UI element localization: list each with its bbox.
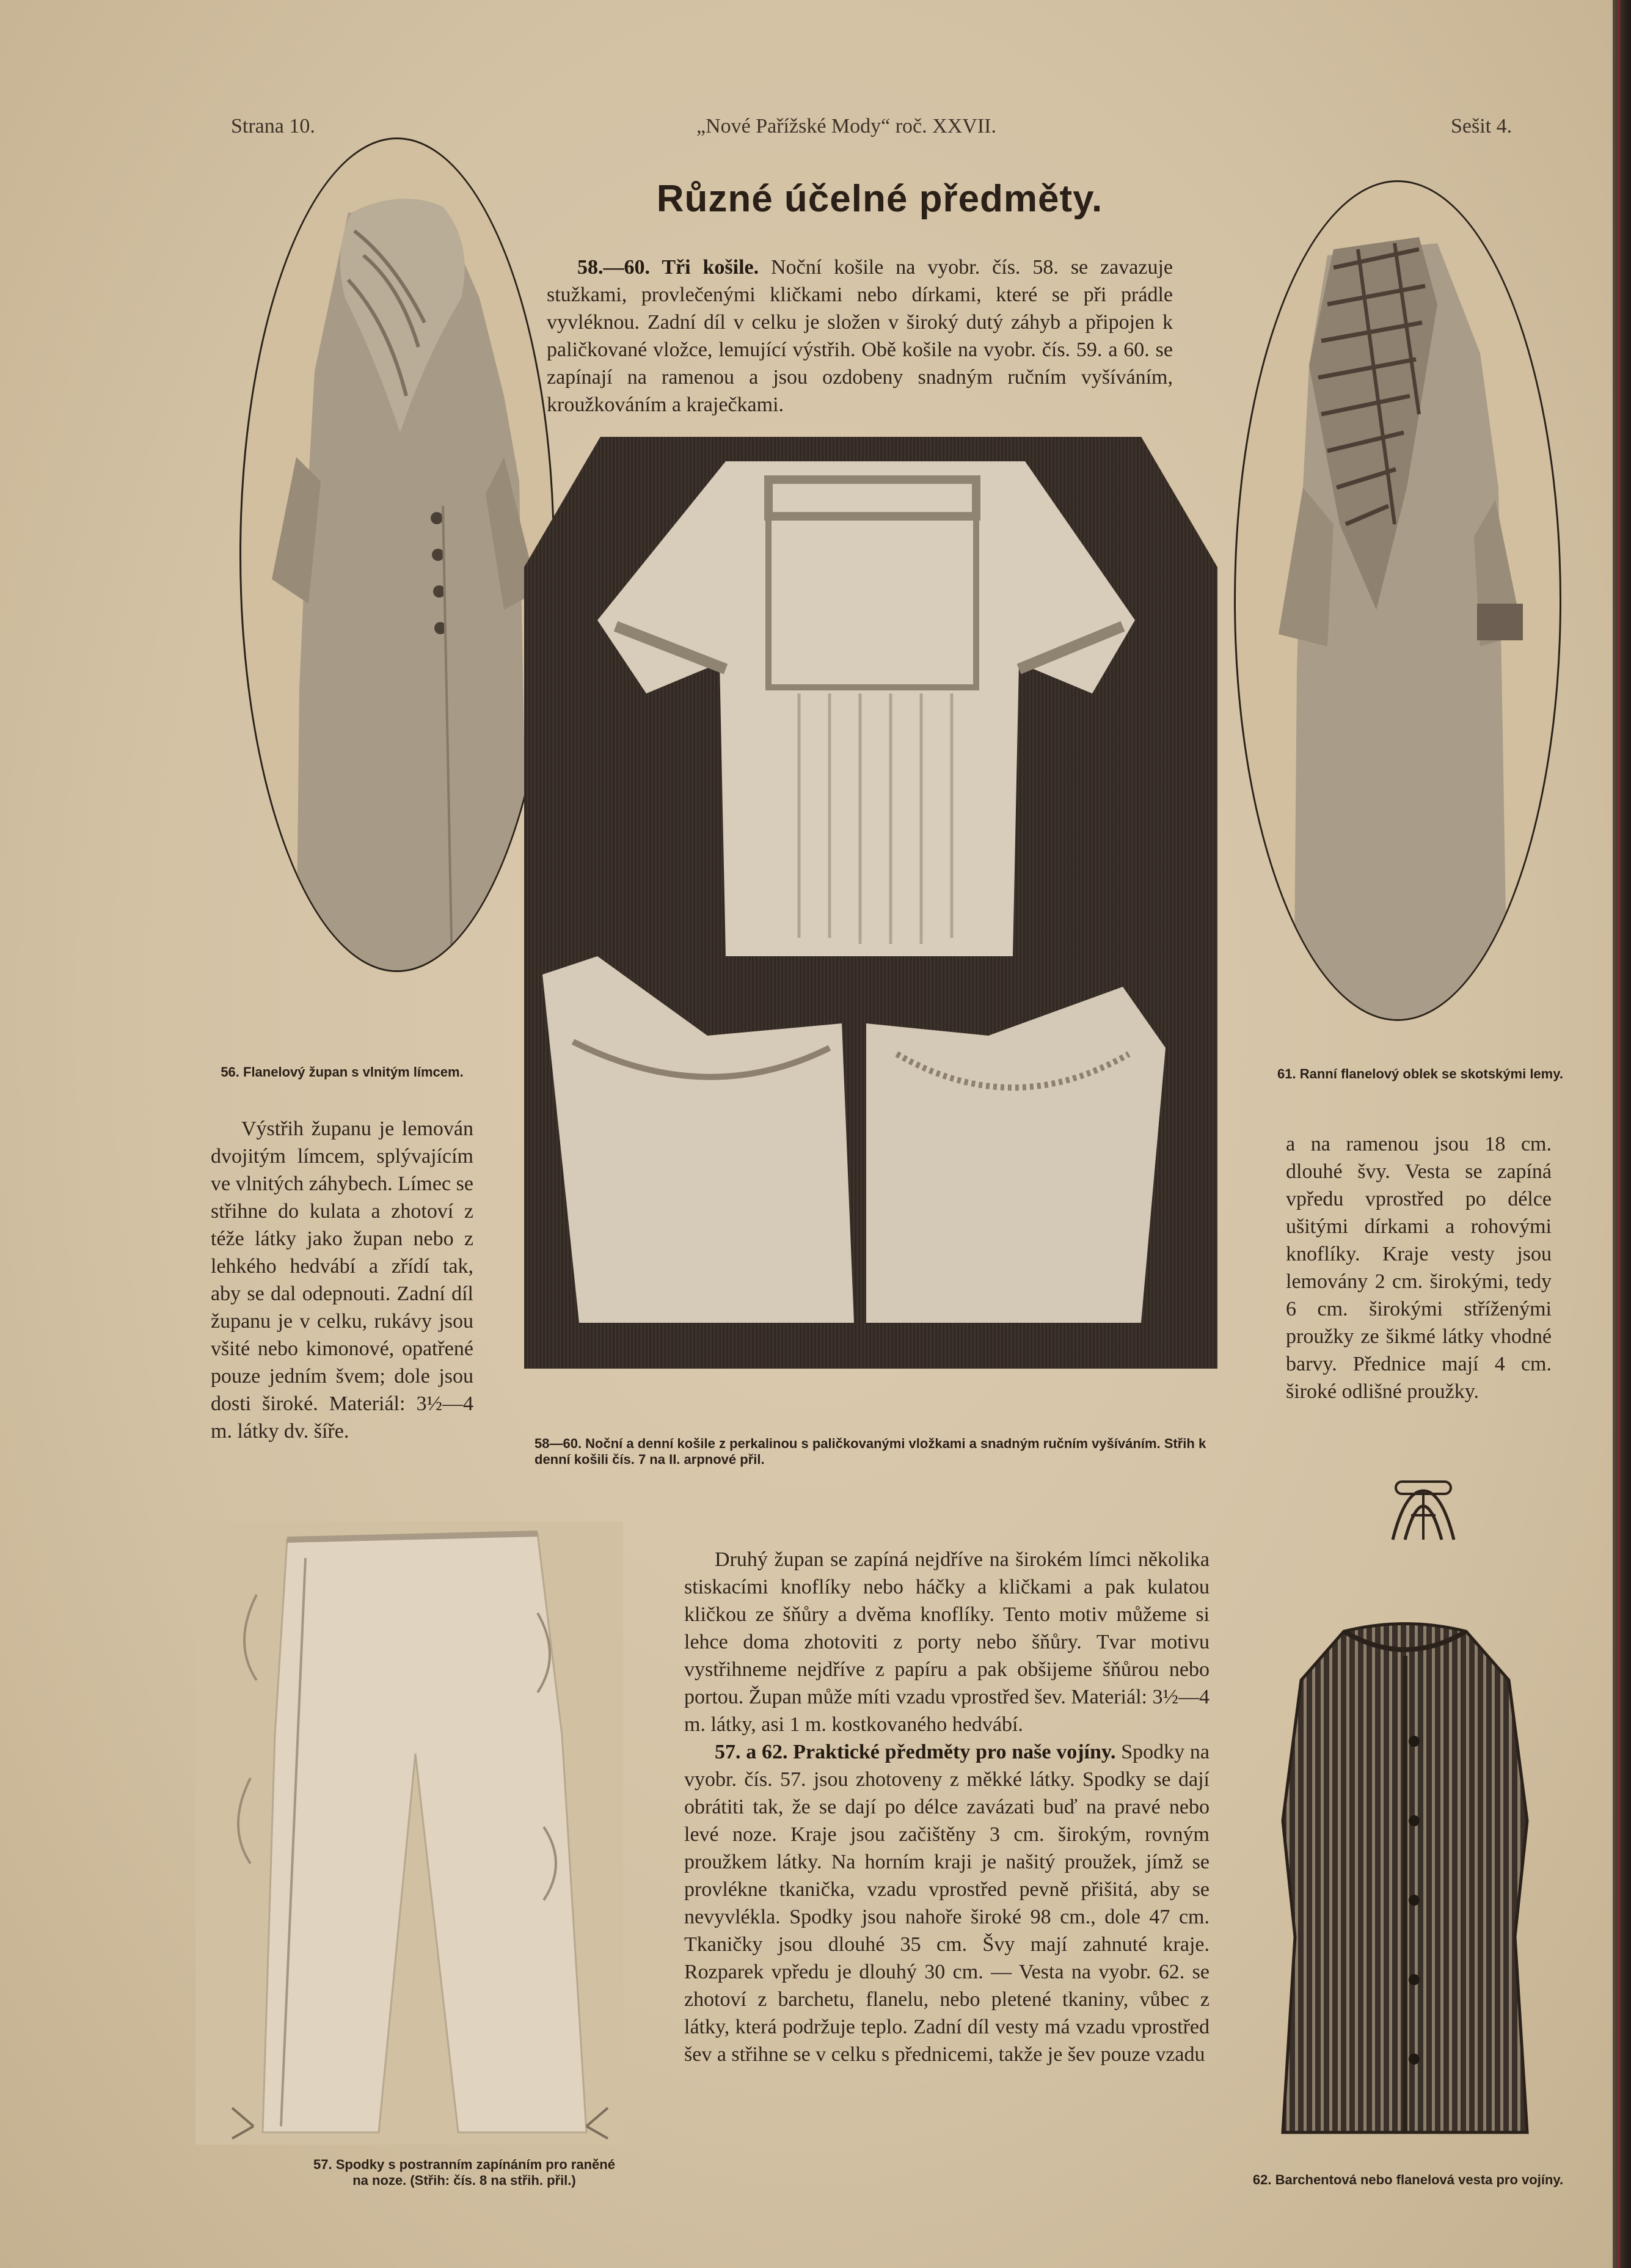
- robe-61-illustration: [1236, 182, 1560, 1019]
- intro-text: Noční košile na vyobr. čís. 58. se zavazuje stužkami, provlečenými kličkami nebo dírkami, které se při prádle vyvléknou. Zadní díl v celku je složen v široký dutý záhyb a připojen k paličkované vložce, lemující výstřih. Obě košile na vyobr. čís. 59. a 60. se zapínají na ramenou a jsou ozdobeny snadným ručním vyšíváním, kroužkováním a kraječkami.: [547, 256, 1173, 416]
- center-paragraph-1: Druhý župan se zapíná nejdříve na širokém límci několika stiskacími knoflíky nebo háčky a kličkami a pak kulatou kličkou ze šňůry a dvěma knoflíky. Tento motiv můžeme si lehce doma zhotoviti z porty nebo šňůry. Tvar motivu vystřihneme nejdříve z papíru a pak obšijeme šňůrou nebo portou. Župan může míti vzadu vprostřed šev. Materiál: 3½—4 m. látky, asi 1 m. kostkovaného hedvábí.: [684, 1548, 1210, 1736]
- page-binding-edge: [1613, 0, 1631, 2268]
- right-column-text: [1286, 1130, 1552, 1405]
- illustration-61-oval: [1234, 180, 1561, 1021]
- robe-56-illustration: [241, 139, 553, 970]
- intro-heading: 58.—60. Tři košile.: [577, 256, 759, 279]
- intro-paragraph: [547, 254, 1173, 419]
- right-column-paragraph: a na ramenou jsou 18 cm. dlouhé švy. Vesta se zapíná vpředu vprostřed po délce ušitými dírkami a rohovými knoflíky. Kraje vesty jsou lemovány 2 cm. širokými, tedy 6 cm. širokými stříženými proužky ze šikmé látky vhodné barvy. Přednice mají 4 cm. široké odlišné proužky.: [1286, 1133, 1552, 1403]
- page-number: Strana 10.: [231, 115, 315, 137]
- issue-number: Sešit 4.: [1451, 115, 1512, 137]
- caption-62: 62. Barchentová nebo flanelová vesta pro vojíny.: [1252, 2172, 1564, 2187]
- decorative-ornament: [1387, 1479, 1460, 1546]
- caption-58-60: 58—60. Noční a denní košile z perkalinou s paličkovanými vložkami a snadným ručním vyšíváním. Střih k denní košili čís. 7 na II. arpnové přil.: [535, 1436, 1206, 1467]
- shirts-58-60-photo: [524, 437, 1217, 1369]
- publication-title: „Nové Pařížské Mody“ roč. XXVII.: [696, 115, 996, 137]
- shirts-illustration: [524, 437, 1217, 1369]
- caption-57: 57. Spodky s postranním zapínáním pro raněné na noze. (Střih: čís. 8 na střih. přil.): [313, 2157, 615, 2188]
- left-column-text: [211, 1115, 473, 1445]
- center-column-text: [684, 1546, 1210, 2068]
- center-paragraph-2-text: Spodky na vyobr. čís. 57. jsou zhotoveny z měkké látky. Spodky se dají obrátiti tak, že se dají po délce zavázati buď na pravé nebo levé noze. Kraje jsou začištěny 3 cm. širokým, rovným proužkem látky. Na horním kraji je našitý proužek, jímž se provlékne tkanička, vzadu vprostřed pevně přišitá, aby se nevyvlékla. Spodky jsou nahoře široké 98 cm., dole 47 cm. Tkaničky jsou dlouhé 35 cm. Švy mají zahnuté kraje. Rozparek vpředu je dlouhý 30 cm. — Vesta na vyobr. 62. se zhotoví z barchetu, flanelu, nebo pletené tkaniny, vůbec z látky, která podržuje teplo. Zadní díl vesty má vzadu vprostřed šev a střihne se v celku s přednicemi, takže je šev pouze vzadu: [684, 1741, 1210, 2066]
- trousers-57-photo: [195, 1521, 623, 2145]
- vest-illustration: [1252, 1619, 1558, 2157]
- center-paragraph-2-heading: 57. a 62. Praktické předměty pro naše vojíny.: [715, 1741, 1116, 1763]
- caption-61: 61. Ranní flanelový oblek se skotskými lemy.: [1277, 1066, 1563, 1081]
- illustration-56-oval: [239, 137, 555, 972]
- trousers-illustration: [195, 1521, 623, 2145]
- left-column-paragraph: Výstřih županu je lemován dvojitým límcem, splývajícím ve vlnitých záhybech. Límec se střihne do kulata a zhotoví z téže látky jako župan nebo z lehkého hedvábí a zřídí tak, aby se dal odepnouti. Zadní díl županu je v celku, rukávy jsou všité nebo kimonové, opatřené pouze jedním švem; dole jsou dosti široké. Materiál: 3½—4 m. látky dv. šíře.: [211, 1118, 473, 1443]
- vest-62-photo: [1252, 1619, 1558, 2157]
- page-title: Různé účelné předměty.: [656, 178, 1103, 220]
- caption-56: 56. Flanelový župan s vlnitým límcem.: [221, 1064, 464, 1080]
